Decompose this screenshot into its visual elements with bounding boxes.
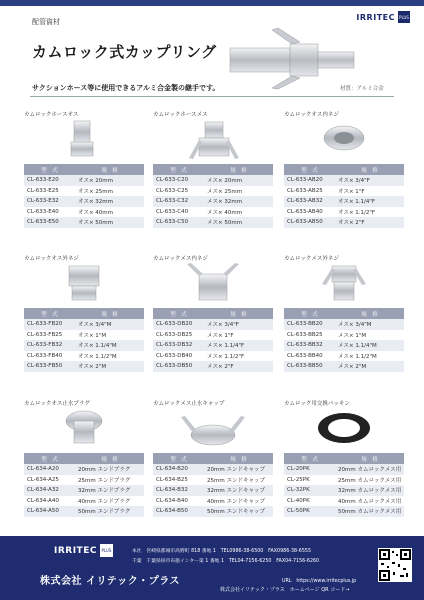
product-label: カムロックオス止水プラグ	[24, 401, 90, 407]
table-row	[153, 319, 273, 330]
spec-cell: オス× 40mm	[78, 209, 114, 216]
product-block	[153, 110, 273, 228]
model-cell: CL-633-C32	[153, 196, 204, 207]
footer-logo-text: IRRITEC	[54, 545, 97, 556]
table-row	[153, 340, 273, 351]
table-row	[153, 506, 273, 517]
spec-cell: メス× 40mm	[207, 209, 243, 216]
model-cell: CL-634-A40	[27, 497, 59, 504]
model-cell: CL-32PK	[284, 485, 335, 496]
product-label: カムロックホースメス	[153, 112, 208, 118]
product-label: カムロック用交換パッキン	[284, 401, 350, 407]
head-office-address: 本社 宮崎県都城市高野町 818 番地 1 TEL0986-38-6500 FAX0986-38-6555	[132, 549, 312, 554]
model-cell: CL-634-B20	[153, 464, 204, 475]
table-row	[284, 464, 404, 475]
table-row	[153, 196, 273, 207]
model-cell: CL-634-A25	[27, 476, 59, 483]
spec-cell: 50mm カムロックメス用	[335, 506, 404, 517]
table-row	[153, 361, 273, 372]
table-row	[284, 351, 404, 362]
table-row	[24, 485, 144, 496]
model-cell: CL-633-FB40	[27, 352, 63, 359]
spec-cell: メス× 32mm	[204, 196, 273, 207]
model-column-header: 型 式	[24, 308, 75, 319]
spec-table	[24, 164, 144, 228]
product-block	[284, 399, 404, 517]
product-image	[24, 262, 144, 304]
spec-cell: 32mm カムロックメス用	[335, 485, 404, 496]
spec-column-header: 規 格	[75, 453, 144, 464]
spec-cell: メス× 1.1/2"F	[207, 353, 245, 360]
spec-cell: 25mm エンドプラグ	[78, 477, 131, 484]
product-image	[153, 407, 273, 449]
spec-table	[153, 453, 273, 517]
model-cell: CL-633-AB25	[287, 187, 323, 194]
spec-column-header: 規 格	[204, 164, 273, 175]
spec-cell: オス× 1.1/4"M	[75, 340, 144, 351]
chiba-office-address: 千葉 千葉県柏市布施インター第 1 番地 1 TEL04-7156-6250 FAX04-7156-6260	[132, 559, 320, 564]
product-image	[284, 262, 404, 304]
product-label: カムロックオス内ネジ	[284, 112, 339, 118]
model-cell: CL-633-DB20	[153, 319, 204, 330]
spec-column-header: 規 格	[204, 308, 273, 319]
spec-cell: オス× 1.1/4"F	[335, 196, 404, 207]
model-cell: CL-633-E40	[27, 208, 59, 215]
model-cell: CL-633-BB40	[287, 352, 323, 359]
table-row	[24, 186, 144, 197]
category-label: 配管資材	[32, 18, 60, 26]
product-label: カムロックオス外ネジ	[24, 256, 79, 262]
model-cell: CL-633-AB32	[284, 196, 335, 207]
model-cell: CL-633-DB25	[156, 331, 193, 338]
model-cell: CL-633-DB32	[153, 340, 204, 351]
table-row	[284, 485, 404, 496]
spec-cell: メス× 2"F	[204, 361, 273, 372]
spec-table	[153, 308, 273, 372]
qr-note: 株式会社イリテック・プラス ホームページ QR コード→	[220, 587, 350, 593]
product-block	[24, 254, 144, 372]
product-image	[24, 118, 144, 160]
hero-coupling-image	[222, 26, 362, 90]
product-image	[24, 407, 144, 449]
table-row	[153, 217, 273, 228]
model-cell: CL-634-A50	[24, 506, 75, 517]
product-block	[24, 399, 144, 517]
product-block	[153, 254, 273, 372]
model-cell: CL-25PK	[287, 476, 310, 483]
spec-cell: 20mm エンドキャップ	[204, 464, 273, 475]
model-cell: CL-633-FB50	[24, 361, 75, 372]
spec-cell: 40mm カムロックメス用	[338, 498, 402, 505]
product-label: カムロックホースオス	[24, 112, 79, 118]
product-image	[284, 118, 404, 160]
table-row	[284, 217, 404, 228]
model-cell: CL-633-BB32	[284, 340, 335, 351]
spec-cell: 40mm エンドキャップ	[207, 498, 265, 505]
spec-cell: オス× 50mm	[75, 217, 144, 228]
spec-cell: 20mm エンドプラグ	[75, 464, 144, 475]
model-cell: CL-633-DB50	[153, 361, 204, 372]
spec-table	[24, 453, 144, 517]
spec-cell: メス× 1.1/2"M	[338, 353, 377, 360]
table-row	[153, 496, 273, 507]
spec-cell: メス× 2"M	[335, 361, 404, 372]
model-cell: CL-633-BB50	[284, 361, 335, 372]
spec-table	[24, 308, 144, 372]
spec-table	[284, 308, 404, 372]
model-cell: CL-633-E50	[24, 217, 75, 228]
spec-cell: メス× 50mm	[204, 217, 273, 228]
spec-column-header: 規 格	[335, 308, 404, 319]
page-title: カムロック式カップリング	[32, 43, 217, 61]
spec-cell: オス× 1.1/2"M	[78, 353, 117, 360]
product-block	[284, 254, 404, 372]
table-row	[24, 217, 144, 228]
spec-cell: メス× 1.1/4"M	[335, 340, 404, 351]
model-column-header: 型 式	[284, 308, 335, 319]
model-cell: CL-633-E25	[27, 187, 59, 194]
table-row	[284, 207, 404, 218]
model-column-header: 型 式	[24, 453, 75, 464]
model-cell: CL-633-DB40	[156, 352, 193, 359]
spec-cell: 50mm エンドキャップ	[204, 506, 273, 517]
product-image	[284, 407, 404, 449]
table-row	[284, 175, 404, 186]
spec-cell: オス× 1"M	[78, 332, 107, 339]
spec-table	[153, 164, 273, 228]
model-cell: CL-633-FB20	[24, 319, 75, 330]
table-row	[284, 319, 404, 330]
table-row	[24, 351, 144, 362]
model-cell: CL-633-BB20	[284, 319, 335, 330]
model-cell: CL-633-C40	[156, 208, 189, 215]
table-row	[24, 207, 144, 218]
model-column-header: 型 式	[24, 164, 75, 175]
product-block	[284, 110, 404, 228]
model-cell: CL-633-AB40	[287, 208, 323, 215]
product-block	[153, 399, 273, 517]
table-row	[284, 340, 404, 351]
model-cell: CL-634-A20	[24, 464, 75, 475]
table-row	[284, 186, 404, 197]
table-row	[284, 496, 404, 507]
spec-cell: メス× 3/4"M	[335, 319, 404, 330]
spec-column-header: 規 格	[335, 453, 404, 464]
footer-logo-mark: PLUS	[100, 544, 113, 557]
model-cell: CL-633-FB25	[27, 331, 63, 338]
model-cell: CL-634-B32	[153, 485, 204, 496]
table-row	[24, 175, 144, 186]
model-cell: CL-634-B40	[156, 497, 188, 504]
table-row	[24, 196, 144, 207]
section-divider	[30, 96, 394, 97]
spec-cell: 32mm エンドキャップ	[204, 485, 273, 496]
footer-logo	[54, 544, 113, 557]
header-bar	[0, 0, 424, 6]
model-cell: CL-634-B50	[153, 506, 204, 517]
spec-cell: 25mm エンドキャップ	[207, 477, 265, 484]
table-row	[153, 186, 273, 197]
table-row	[24, 506, 144, 517]
table-row	[24, 496, 144, 507]
model-cell: CL-20PK	[284, 464, 335, 475]
model-cell: CL-634-B25	[156, 476, 188, 483]
table-row	[284, 361, 404, 372]
model-column-header: 型 式	[153, 164, 204, 175]
table-row	[24, 330, 144, 341]
spec-cell: オス× 2"M	[75, 361, 144, 372]
company-name: 株式会社 イリテック・プラス	[40, 576, 180, 587]
product-image	[153, 118, 273, 160]
spec-cell: オス× 25mm	[78, 188, 114, 195]
spec-table	[284, 453, 404, 517]
spec-cell: メス× 1"F	[207, 332, 234, 339]
spec-cell: メス× 3/4"F	[204, 319, 273, 330]
product-label: カムロックメス外ネジ	[284, 256, 339, 262]
model-cell: CL-633-AB50	[284, 217, 335, 228]
spec-cell: メス× 20mm	[204, 175, 273, 186]
model-cell: CL-40PK	[287, 497, 310, 504]
product-image	[153, 262, 273, 304]
table-row	[153, 207, 273, 218]
model-cell: CL-50PK	[284, 506, 335, 517]
spec-cell: オス× 1.1/2"F	[338, 209, 376, 216]
spec-cell: 25mm カムロックメス用	[338, 477, 402, 484]
table-row	[284, 506, 404, 517]
model-cell: CL-633-C25	[156, 187, 189, 194]
spec-cell: オス× 1"F	[338, 188, 365, 195]
spec-cell: 20mm カムロックメス用	[335, 464, 404, 475]
table-row	[153, 464, 273, 475]
product-label: カムロックメス止水キャップ	[153, 401, 225, 407]
table-row	[153, 330, 273, 341]
logo-text: IRRITEC	[356, 12, 395, 22]
table-row	[24, 361, 144, 372]
spec-column-header: 規 格	[335, 164, 404, 175]
table-row	[24, 464, 144, 475]
logo-mark: PLUS	[398, 11, 410, 23]
product-block	[24, 110, 144, 228]
model-cell: CL-633-BB25	[287, 331, 323, 338]
qr-code[interactable]	[378, 548, 412, 582]
spec-cell: 40mm エンドプラグ	[78, 498, 131, 505]
table-row	[284, 330, 404, 341]
model-cell: CL-633-E32	[24, 196, 75, 207]
material-note: 材質：アルミ合金	[340, 86, 384, 92]
product-label: カムロックメス内ネジ	[153, 256, 208, 262]
model-cell: CL-634-A32	[24, 485, 75, 496]
spec-cell: オス× 3/4"F	[335, 175, 404, 186]
spec-cell: メス× 1"M	[338, 332, 367, 339]
spec-cell: オス× 20mm	[75, 175, 144, 186]
table-row	[24, 475, 144, 486]
spec-cell: オス× 2"F	[335, 217, 404, 228]
spec-cell: オス× 3/4"M	[75, 319, 144, 330]
model-cell: CL-633-E20	[24, 175, 75, 186]
model-column-header: 型 式	[284, 164, 335, 175]
model-column-header: 型 式	[153, 453, 204, 464]
table-row	[24, 340, 144, 351]
table-row	[153, 485, 273, 496]
spec-cell: オス× 32mm	[75, 196, 144, 207]
spec-cell: メス× 1.1/4"F	[204, 340, 273, 351]
spec-cell: メス× 25mm	[207, 188, 243, 195]
model-cell: CL-633-FB32	[24, 340, 75, 351]
spec-column-header: 規 格	[75, 308, 144, 319]
table-row	[284, 196, 404, 207]
table-row	[284, 475, 404, 486]
table-row	[153, 351, 273, 362]
spec-cell: 50mm エンドプラグ	[75, 506, 144, 517]
spec-cell: 32mm エンドプラグ	[75, 485, 144, 496]
spec-column-header: 規 格	[204, 453, 273, 464]
table-row	[24, 319, 144, 330]
model-cell: CL-633-C50	[153, 217, 204, 228]
spec-table	[284, 164, 404, 228]
model-column-header: 型 式	[153, 308, 204, 319]
table-row	[153, 175, 273, 186]
model-cell: CL-633-AB20	[284, 175, 335, 186]
model-cell: CL-633-C20	[153, 175, 204, 186]
table-row	[153, 475, 273, 486]
model-column-header: 型 式	[284, 453, 335, 464]
website-url[interactable]: URL https://www.irritecplus.jp	[282, 579, 357, 584]
spec-column-header: 規 格	[75, 164, 144, 175]
brand-logo	[356, 11, 410, 23]
page-subtitle: サクションホース等に使用できるアルミ合金製の継手です。	[32, 84, 220, 92]
